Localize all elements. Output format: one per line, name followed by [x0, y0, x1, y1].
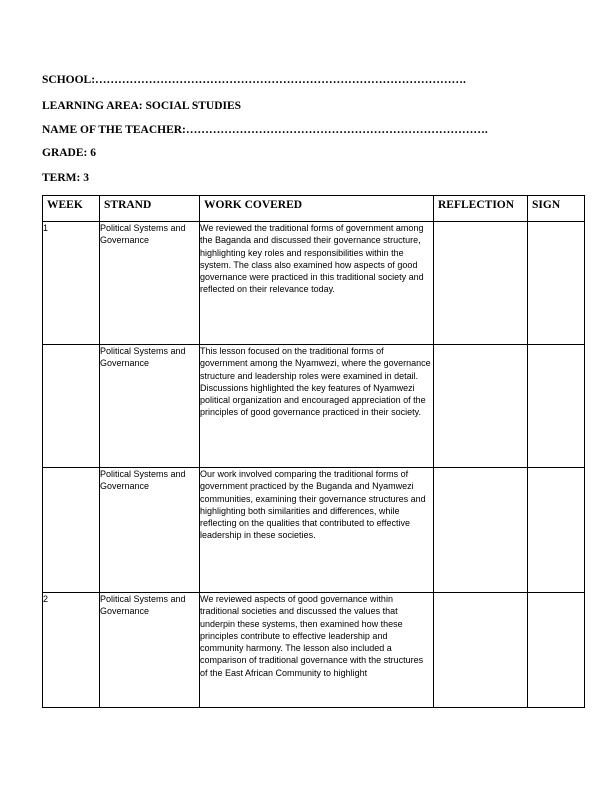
strand-cell: Political Systems and Governance	[100, 222, 200, 345]
work-covered-cell: We reviewed the traditional forms of government among the Baganda and discussed their governance structure, highlighting key roles and responsibilities within the system. The class also examined how aspects of good governance were practiced in this traditional society and reflected on their relevance today.	[200, 222, 434, 345]
grade-line: GRADE: 6	[42, 147, 96, 159]
reflection-cell[interactable]	[434, 345, 528, 468]
week-cell: 2	[43, 593, 100, 708]
strand-cell: Political Systems and Governance	[100, 593, 200, 708]
week-cell: 1	[43, 222, 100, 345]
work-covered-text: We reviewed aspects of good governance within traditional societies and discussed the values that underpin these systems, then examined how these principles contribute to effective leadership and community harmony. The lesson also included a comparison of traditional governance with the structures of the East African Community to highlight	[200, 594, 424, 678]
table-header-row	[43, 196, 585, 222]
teacher-name-line: NAME OF THE TEACHER:…………………………………………………………………….	[42, 124, 488, 136]
strand-cell: Political Systems and Governance	[100, 468, 200, 593]
reflection-cell[interactable]	[434, 222, 528, 345]
table-row	[43, 468, 585, 593]
reflection-cell[interactable]	[434, 593, 528, 708]
learning-area-line: LEARNING AREA: SOCIAL STUDIES	[42, 100, 242, 112]
table-row	[43, 222, 585, 345]
strand-cell: Political Systems and Governance	[100, 345, 200, 468]
column-header-work-covered: WORK COVERED	[200, 196, 434, 222]
week-cell	[43, 468, 100, 593]
sign-cell[interactable]	[528, 345, 585, 468]
work-record-table	[42, 195, 585, 708]
work-covered-cell	[200, 593, 434, 708]
sign-cell[interactable]	[528, 468, 585, 593]
week-cell	[43, 345, 100, 468]
reflection-cell[interactable]	[434, 468, 528, 593]
table-row	[43, 345, 585, 468]
column-header-strand: STRAND	[100, 196, 200, 222]
column-header-week: WEEK	[43, 196, 100, 222]
work-covered-cell: This lesson focused on the traditional forms of government among the Nyamwezi, where the governance structure and leadership roles were examined in detail. Discussions highlighted the key features of Nyamwezi political organization and encouraged appreciation of the principles of good governance practiced in their society.	[200, 345, 434, 468]
work-covered-cell: Our work involved comparing the traditional forms of government practiced by the Buganda and Nyamwezi communities, examining their governance structures and highlighting both similarities and differences, while reflecting on the qualities that contributed to effective leadership in these societies.	[200, 468, 434, 593]
term-line: TERM: 3	[42, 172, 89, 184]
school-line: SCHOOL:…………………………………………………………………………………….	[42, 74, 466, 86]
table-row	[43, 593, 585, 708]
sign-cell[interactable]	[528, 593, 585, 708]
column-header-reflection: REFLECTION	[434, 196, 528, 222]
column-header-sign: SIGN	[528, 196, 585, 222]
sign-cell[interactable]	[528, 222, 585, 345]
